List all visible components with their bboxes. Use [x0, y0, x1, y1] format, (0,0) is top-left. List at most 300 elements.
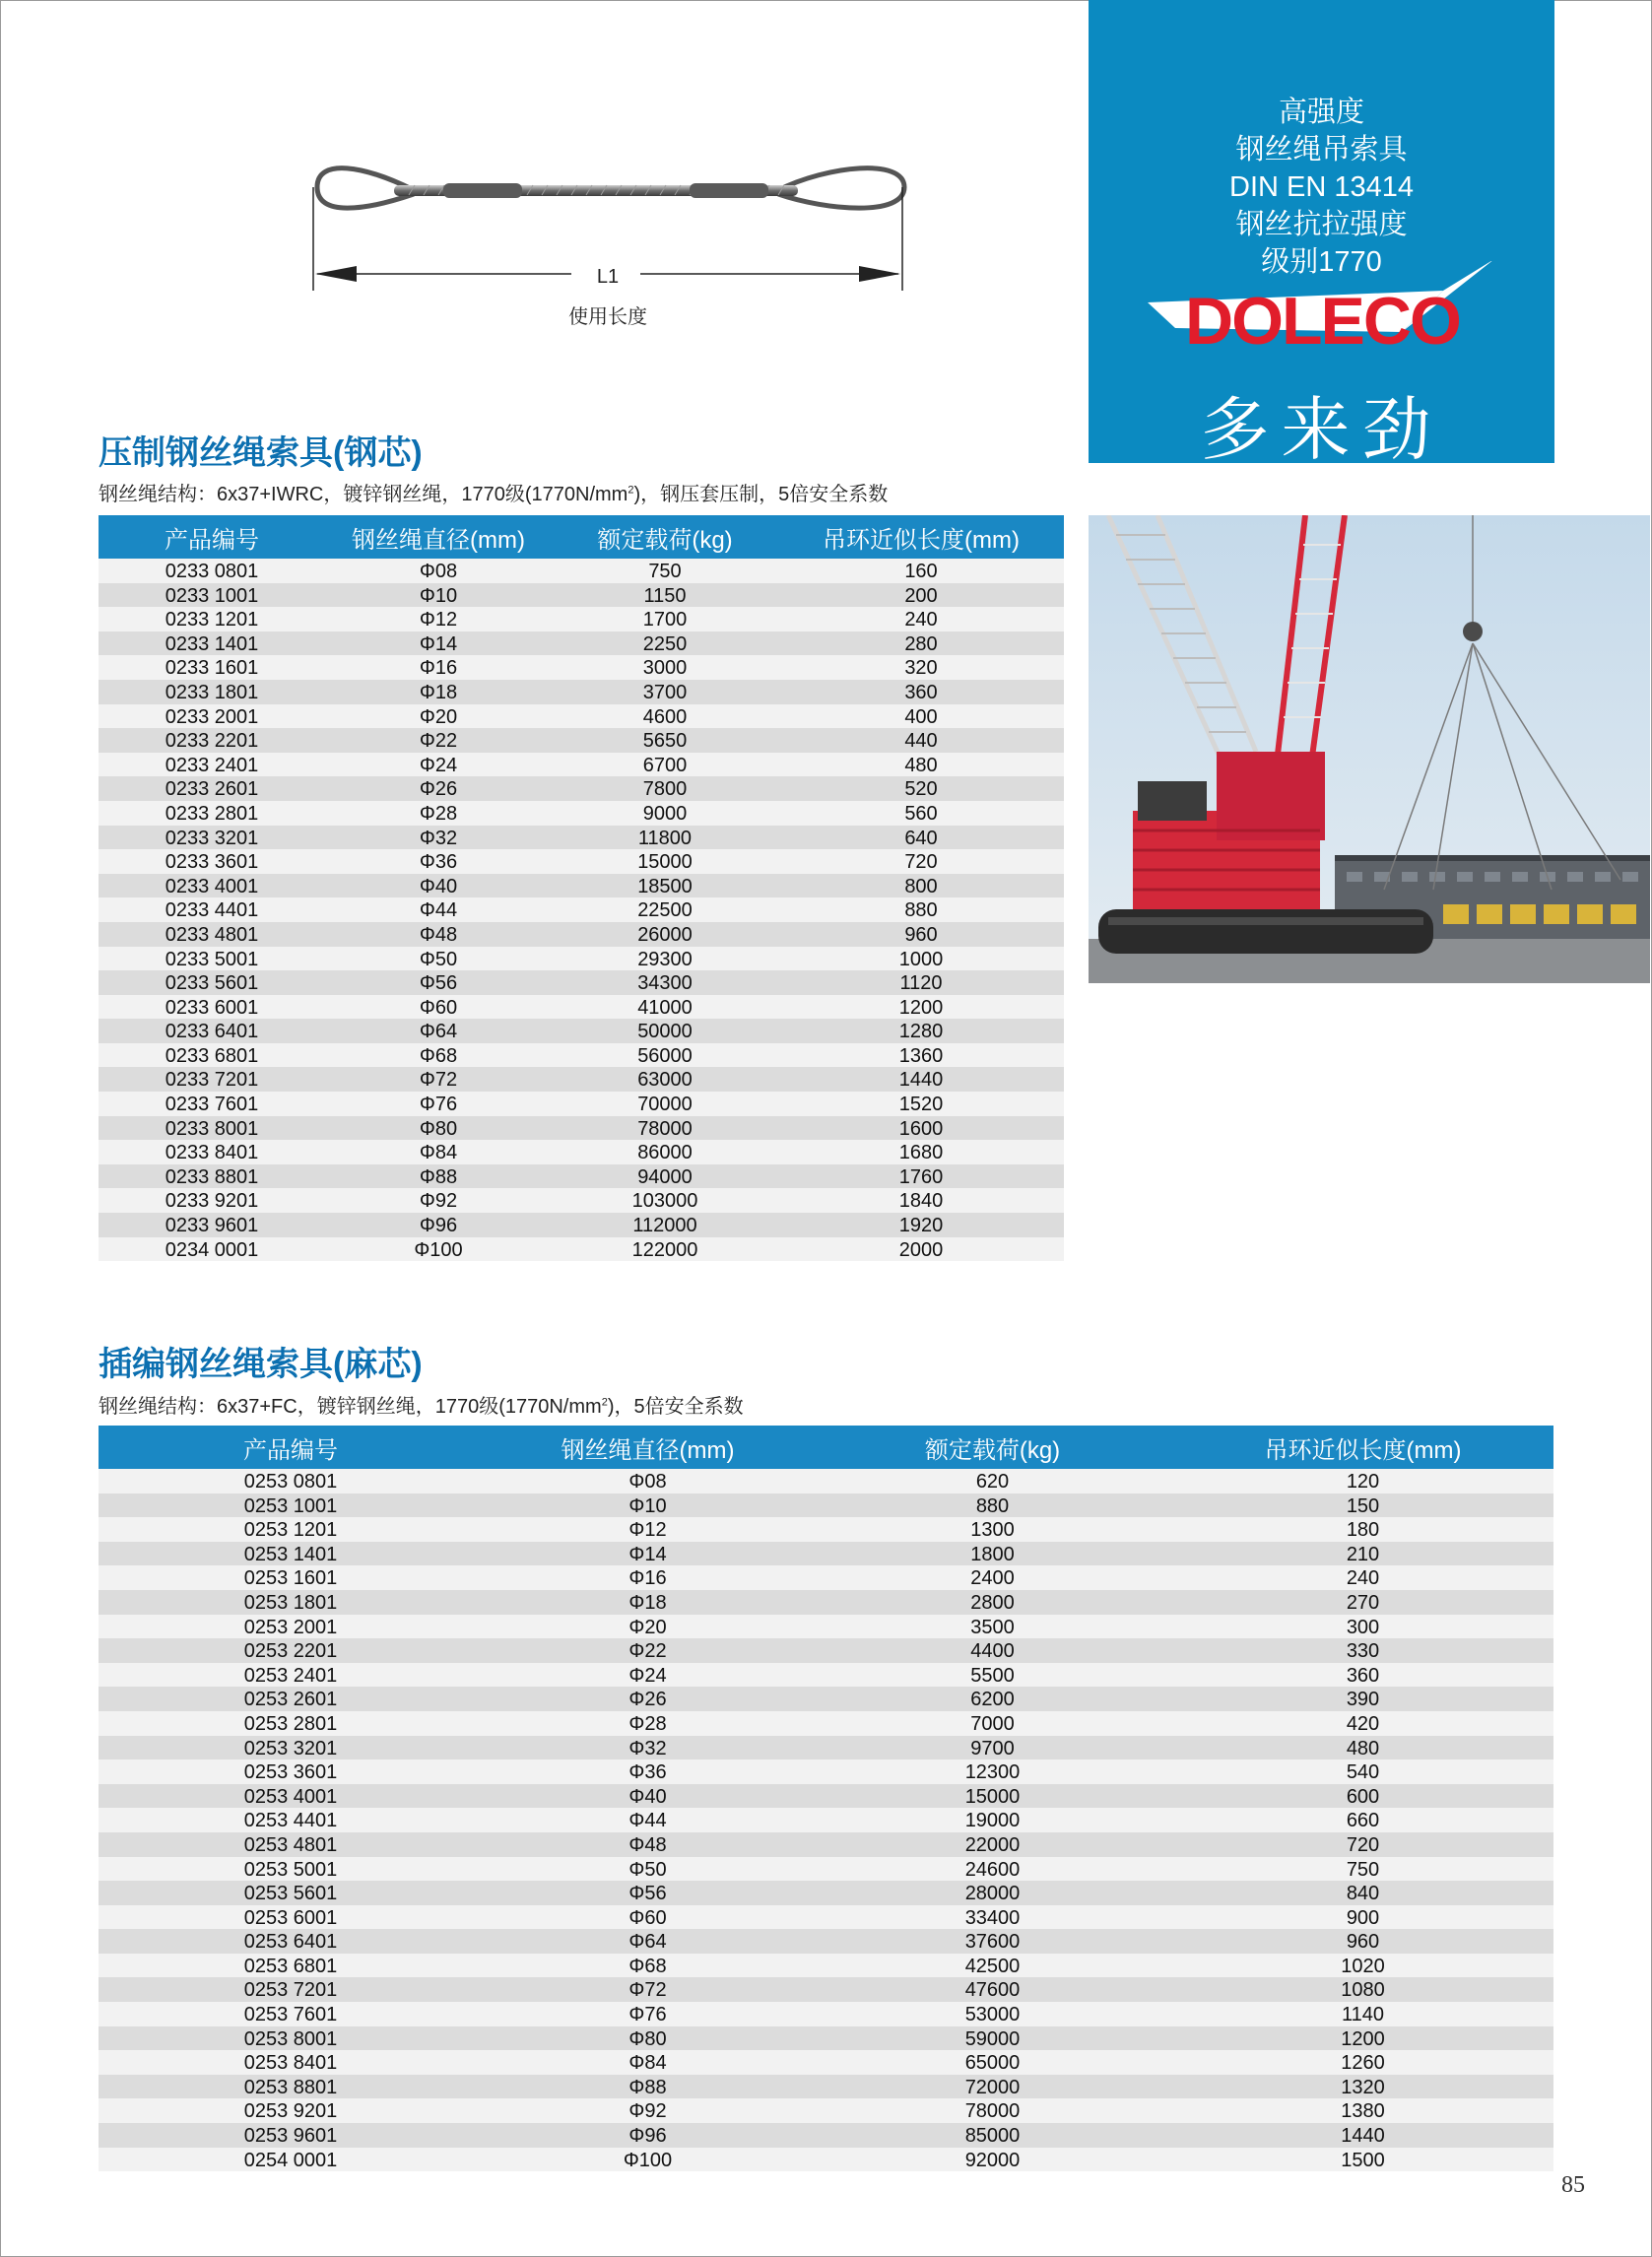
table-cell: 750 — [648, 561, 682, 582]
table-cell: 0233 2201 — [165, 730, 259, 753]
table-cell: 420 — [1346, 1712, 1380, 1735]
table-cell: 22500 — [637, 899, 693, 922]
table-cell: 210 — [1346, 1543, 1380, 1565]
table-cell: 0253 7201 — [243, 1979, 338, 2002]
table-cell: 53000 — [964, 2004, 1021, 2026]
table-cell: Φ28 — [419, 802, 458, 825]
table-cell: Φ76 — [628, 2004, 667, 2026]
column-header: 额定载荷(kg) — [597, 526, 733, 554]
table-cell: 320 — [904, 657, 938, 680]
table-row — [99, 826, 1064, 850]
table-cell: 360 — [904, 681, 938, 703]
table-row — [99, 1711, 1553, 1736]
table-row — [99, 801, 1064, 826]
table-cell: 41000 — [637, 996, 693, 1019]
table-cell: 65000 — [964, 2052, 1021, 2075]
table-cell: 720 — [904, 851, 938, 874]
table-cell: 0233 9201 — [165, 1190, 259, 1213]
table-row — [99, 1759, 1553, 1784]
table-cell: Φ40 — [628, 1785, 667, 1808]
section2-title: 插编钢丝绳索具(麻芯) — [99, 1346, 423, 1383]
table-cell: Φ08 — [628, 1471, 667, 1493]
table-row — [99, 1164, 1064, 1189]
table-cell: 2250 — [642, 632, 688, 655]
table-row — [99, 947, 1064, 971]
table-cell: 78000 — [964, 2100, 1021, 2123]
table-cell: 0233 1401 — [165, 632, 259, 655]
table-cell: Φ92 — [628, 2100, 667, 2123]
table-cell: 42500 — [964, 1955, 1021, 1977]
table-row — [99, 655, 1064, 680]
table-cell: Φ36 — [419, 851, 458, 874]
table-cell: 4400 — [970, 1640, 1015, 1663]
table-row — [99, 849, 1064, 874]
table-cell: 0233 1201 — [165, 609, 259, 631]
table-cell: Φ14 — [419, 632, 458, 655]
table-cell: Φ80 — [419, 1117, 458, 1140]
table-cell: Φ60 — [419, 996, 458, 1019]
table-cell: 1320 — [1341, 2076, 1385, 2098]
table-cell: Φ44 — [628, 1810, 667, 1832]
table-cell: 1440 — [898, 1069, 944, 1092]
table-cell: 960 — [904, 923, 938, 946]
table-cell: Φ60 — [628, 1906, 667, 1929]
table-cell: 47600 — [964, 1979, 1021, 2002]
table-cell: 0253 3601 — [243, 1761, 338, 1784]
table-cell: 0253 2001 — [243, 1616, 338, 1638]
table-cell: 0253 8801 — [243, 2076, 338, 2098]
table-cell: 0253 2201 — [243, 1640, 338, 1663]
table-cell: 122000 — [631, 1238, 698, 1261]
column-header: 吊环近似长度(mm) — [1264, 1436, 1462, 1464]
table-cell: 120 — [1346, 1471, 1380, 1493]
table-cell: 0233 8001 — [165, 1117, 259, 1140]
table-cell: 1200 — [1341, 2027, 1385, 2050]
spec-superscript: 2 — [601, 1396, 608, 1409]
table-row — [99, 1832, 1553, 1857]
table-cell: Φ96 — [419, 1215, 458, 1237]
brand-chinese-name: 多来劲 — [1200, 391, 1443, 468]
table-cell: 0253 8001 — [243, 2027, 338, 2050]
table-cell: 0233 2001 — [165, 705, 259, 728]
table-cell: 3500 — [970, 1616, 1015, 1638]
table-cell: Φ26 — [628, 1689, 667, 1711]
table-cell: Φ10 — [628, 1494, 667, 1517]
table-cell: 1000 — [898, 948, 944, 970]
table-cell: 0253 5601 — [243, 1883, 338, 1905]
table-cell: 34300 — [637, 972, 693, 995]
table-cell: 0253 3201 — [243, 1737, 338, 1759]
table-row — [99, 1237, 1064, 1262]
table-cell: Φ96 — [628, 2125, 667, 2148]
table-header — [99, 1426, 1553, 1469]
table-cell: 0253 6001 — [243, 1906, 338, 1929]
table-cell: 1500 — [1341, 2149, 1385, 2171]
table-cell: 200 — [904, 584, 938, 607]
table-cell: 6200 — [970, 1689, 1015, 1711]
table-cell: 1300 — [970, 1519, 1015, 1542]
table-row — [99, 1494, 1553, 1518]
table-cell: 12300 — [964, 1761, 1021, 1784]
table-cell: 4600 — [642, 705, 688, 728]
brand-box — [1089, 0, 1554, 468]
column-header: 产品编号 — [165, 526, 259, 554]
brand-line: 钢丝绳吊索具 — [1235, 134, 1408, 166]
table-cell: Φ50 — [419, 948, 458, 970]
table-cell: Φ32 — [419, 827, 458, 849]
table-row — [99, 1881, 1553, 1905]
table-cell: Φ32 — [628, 1737, 667, 1759]
table-row — [99, 1067, 1064, 1092]
column-header: 吊环近似长度(mm) — [823, 526, 1020, 554]
table-cell: 400 — [904, 705, 938, 728]
table-cell: 540 — [1346, 1761, 1380, 1784]
table-cell: 0253 9601 — [243, 2125, 338, 2148]
table-cell: 0233 1601 — [165, 657, 259, 680]
table-cell: 0233 9601 — [165, 1215, 259, 1237]
table-cell: 0253 6801 — [243, 1955, 338, 1977]
table-cell: 1260 — [1341, 2052, 1385, 2075]
table-cell: 0253 2801 — [243, 1712, 338, 1735]
table-cell: 560 — [904, 802, 938, 825]
table-cell: Φ20 — [628, 1616, 667, 1638]
table-row — [99, 1116, 1064, 1141]
table-cell: 520 — [904, 778, 938, 801]
table-cell: 0253 1001 — [243, 1494, 338, 1517]
brand-line: 高强度 — [1278, 97, 1364, 128]
table-cell: 0234 0001 — [165, 1238, 259, 1261]
table-cell: 0253 1401 — [243, 1543, 338, 1565]
table-cell: Φ72 — [419, 1069, 458, 1092]
table-cell: 2000 — [898, 1238, 944, 1261]
table-row — [99, 1213, 1064, 1237]
crane-photo-icon — [1089, 515, 1650, 983]
table-cell: 11800 — [637, 827, 693, 849]
table-cell: 2800 — [970, 1591, 1015, 1614]
table-cell: 9700 — [970, 1737, 1015, 1759]
table-cell: 0233 6001 — [165, 996, 259, 1019]
table-cell: Φ36 — [628, 1761, 667, 1784]
table-row — [99, 1954, 1553, 1978]
table-cell: 0253 4401 — [243, 1810, 338, 1832]
table-cell: 0233 7601 — [165, 1094, 259, 1116]
table-cell: Φ16 — [628, 1567, 667, 1590]
table-row — [99, 2123, 1553, 2148]
table-cell: 160 — [904, 561, 938, 582]
table-cell: 0233 1001 — [165, 584, 259, 607]
table-cell: Φ50 — [628, 1858, 667, 1881]
table-row — [99, 1929, 1553, 1954]
table-cell: Φ14 — [628, 1543, 667, 1565]
table-row — [99, 897, 1064, 922]
table-cell: 1360 — [898, 1044, 944, 1067]
table-cell: Φ18 — [628, 1591, 667, 1614]
spec-text: )，5倍安全系数 — [607, 1396, 744, 1418]
table-cell: Φ88 — [628, 2076, 667, 2098]
table-cell: 15000 — [964, 1785, 1021, 1808]
table-cell: 3700 — [642, 681, 688, 703]
spec-text: 钢丝绳结构：6x37+IWRC，镀锌钢丝绳，1770级(1770N/mm — [99, 484, 628, 505]
table-cell: 640 — [904, 827, 938, 849]
table-cell: 600 — [1346, 1785, 1380, 1808]
table-cell: Φ24 — [419, 754, 458, 776]
table-cell: 0254 0001 — [243, 2149, 338, 2171]
table-cell: 63000 — [637, 1069, 693, 1092]
table-cell: 85000 — [964, 2125, 1021, 2148]
table-cell: Φ48 — [628, 1833, 667, 1856]
brand-line: 级别1770 — [1261, 246, 1382, 278]
table-cell: 18500 — [637, 875, 693, 897]
table-cell: 0253 4001 — [243, 1785, 338, 1808]
table-cell: Φ64 — [628, 1931, 667, 1954]
table-cell: 330 — [1346, 1640, 1380, 1663]
table-cell: 440 — [904, 730, 938, 753]
table-row — [99, 1590, 1553, 1615]
table-row — [99, 2148, 1553, 2172]
table-cell: 240 — [904, 609, 938, 631]
table-cell: Φ44 — [419, 899, 458, 922]
table-cell: 5650 — [642, 730, 688, 753]
pressed-sling-table — [99, 515, 1064, 1261]
table-cell: 0233 2401 — [165, 754, 259, 776]
table-cell: 0233 7201 — [165, 1069, 259, 1092]
table-cell: 9000 — [642, 802, 688, 825]
table-row — [99, 631, 1064, 656]
table-row — [99, 1977, 1553, 2002]
table-row — [99, 583, 1064, 608]
table-cell: 1200 — [898, 996, 944, 1019]
table-cell: Φ08 — [419, 561, 458, 582]
table-row — [99, 1565, 1553, 1590]
table-cell: 1150 — [643, 584, 687, 607]
table-cell: 0233 6801 — [165, 1044, 259, 1067]
table-cell: 1800 — [970, 1543, 1015, 1565]
table-cell: Φ92 — [419, 1190, 458, 1213]
table-cell: 750 — [1346, 1858, 1380, 1881]
table-cell: 70000 — [637, 1094, 693, 1116]
table-body — [99, 559, 1064, 1261]
table-cell: 800 — [904, 875, 938, 897]
table-row — [99, 1469, 1553, 1494]
table-cell: 24600 — [964, 1858, 1021, 1881]
table-cell: 1600 — [898, 1117, 944, 1140]
table-cell: 1680 — [898, 1142, 944, 1164]
table-cell: 1440 — [1341, 2125, 1385, 2148]
table-row — [99, 970, 1064, 995]
table-cell: 1380 — [1341, 2100, 1385, 2123]
section1-title: 压制钢丝绳索具(钢芯) — [99, 434, 423, 472]
table-cell: 840 — [1346, 1883, 1380, 1905]
table-cell: 0253 5001 — [243, 1858, 338, 1881]
table-cell: 1760 — [898, 1165, 944, 1188]
table-cell: 0253 8401 — [243, 2052, 338, 2075]
table-cell: Φ100 — [623, 2149, 673, 2171]
table-row — [99, 2026, 1553, 2051]
table-cell: Φ64 — [419, 1021, 458, 1043]
section1-spec — [99, 478, 888, 506]
table-cell: 22000 — [964, 1833, 1021, 1856]
dimension-caption: 使用长度 — [568, 306, 647, 328]
table-cell: 78000 — [637, 1117, 693, 1140]
table-cell: 0253 6401 — [243, 1931, 338, 1954]
column-header: 钢丝绳直径(mm) — [352, 526, 525, 554]
brand-line: 钢丝抗拉强度 — [1235, 209, 1408, 240]
table-cell: 0253 4801 — [243, 1833, 338, 1856]
table-cell: Φ84 — [419, 1142, 458, 1164]
table-row — [99, 728, 1064, 753]
table-body — [99, 1469, 1553, 2171]
table-row — [99, 2098, 1553, 2123]
table-row — [99, 753, 1064, 777]
table-cell: Φ88 — [419, 1165, 458, 1188]
table-header — [99, 515, 1064, 559]
table-cell: Φ18 — [419, 681, 458, 703]
table-cell: 0233 4001 — [165, 875, 259, 897]
table-cell: Φ40 — [419, 875, 458, 897]
table-cell: 390 — [1346, 1689, 1380, 1711]
table-cell: 0233 0801 — [165, 561, 259, 582]
table-row — [99, 1784, 1553, 1809]
column-header: 额定载荷(kg) — [924, 1436, 1061, 1464]
table-cell: Φ68 — [628, 1955, 667, 1977]
section2-spec — [99, 1390, 744, 1419]
table-cell: Φ100 — [414, 1238, 463, 1261]
table-cell: Φ20 — [419, 705, 458, 728]
table-cell: 26000 — [637, 923, 693, 946]
table-cell: 880 — [904, 899, 938, 922]
table-row — [99, 607, 1064, 631]
table-cell: 660 — [1346, 1810, 1380, 1832]
page-number: 85 — [1561, 2172, 1585, 2198]
table-cell: Φ10 — [419, 584, 458, 607]
table-row — [99, 1663, 1553, 1688]
crane-photo — [1089, 515, 1650, 983]
table-cell: 0233 5001 — [165, 948, 259, 970]
brand-line: DIN EN 13414 — [1229, 171, 1414, 203]
table-cell: 0233 3201 — [165, 827, 259, 849]
table-cell: 0233 4801 — [165, 923, 259, 946]
table-cell: 180 — [1346, 1519, 1380, 1542]
table-cell: 0253 1601 — [243, 1567, 338, 1590]
table-cell: 112000 — [632, 1215, 697, 1237]
logo-text: DOLECO — [1185, 284, 1460, 359]
table-cell: Φ72 — [628, 1979, 667, 2002]
table-cell: 880 — [975, 1494, 1010, 1517]
table-row — [99, 1140, 1064, 1164]
table-cell: 0233 3601 — [165, 851, 259, 874]
table-cell: 0253 0801 — [243, 1471, 338, 1493]
dimension-label: L1 — [596, 266, 620, 288]
table-cell: Φ76 — [419, 1094, 458, 1116]
spliced-sling-table — [99, 1426, 1553, 2171]
table-cell: 300 — [1346, 1616, 1380, 1638]
table-cell: Φ12 — [628, 1519, 667, 1542]
table-cell: 0253 1201 — [243, 1519, 338, 1542]
table-cell: 92000 — [964, 2149, 1021, 2171]
table-row — [99, 1615, 1553, 1639]
table-row — [99, 559, 1064, 583]
table-cell: 19000 — [964, 1810, 1021, 1832]
table-cell: 1140 — [1341, 2004, 1384, 2026]
table-cell: 0253 2401 — [243, 1664, 338, 1687]
table-cell: 480 — [1346, 1737, 1380, 1759]
table-row — [99, 1019, 1064, 1043]
table-cell: 0253 7601 — [243, 2004, 338, 2026]
table-cell: Φ68 — [419, 1044, 458, 1067]
table-cell: 86000 — [637, 1142, 693, 1164]
table-cell: 29300 — [637, 948, 693, 970]
table-row — [99, 1043, 1064, 1068]
table-row — [99, 680, 1064, 704]
spec-superscript: 2 — [628, 484, 634, 497]
table-row — [99, 1687, 1553, 1711]
table-cell: 360 — [1346, 1664, 1380, 1687]
table-cell: 1020 — [1341, 1955, 1385, 1977]
table-cell: 56000 — [637, 1044, 693, 1067]
table-row — [99, 704, 1064, 729]
table-cell: 7000 — [970, 1712, 1015, 1735]
table-cell: Φ12 — [419, 609, 458, 631]
table-cell: 0253 9201 — [243, 2100, 338, 2123]
table-row — [99, 1517, 1553, 1542]
table-cell: Φ28 — [628, 1712, 667, 1735]
table-cell: 0233 6401 — [165, 1021, 259, 1043]
table-cell: 1120 — [899, 972, 943, 995]
spec-text: )，钢压套压制，5倍安全系数 — [633, 484, 889, 505]
table-cell: 50000 — [637, 1021, 693, 1043]
table-cell: 72000 — [964, 2076, 1021, 2098]
table-row — [99, 1092, 1064, 1116]
table-cell: 7800 — [642, 778, 688, 801]
table-cell: Φ22 — [419, 730, 458, 753]
column-header: 钢丝绳直径(mm) — [561, 1436, 735, 1464]
table-cell: 0233 2801 — [165, 802, 259, 825]
table-row — [99, 1857, 1553, 1882]
table-row — [99, 1905, 1553, 1930]
table-cell: 240 — [1346, 1567, 1380, 1590]
table-cell: 28000 — [964, 1883, 1021, 1905]
table-cell: 720 — [1346, 1833, 1380, 1856]
table-cell: Φ26 — [419, 778, 458, 801]
table-cell: Φ56 — [628, 1883, 667, 1905]
table-cell: Φ48 — [419, 923, 458, 946]
table-cell: 33400 — [964, 1906, 1021, 1929]
spec-text: 钢丝绳结构：6x37+FC，镀锌钢丝绳，1770级(1770N/mm — [99, 1396, 602, 1418]
table-row — [99, 2050, 1553, 2075]
table-cell: 270 — [1346, 1591, 1380, 1614]
table-cell: 15000 — [637, 851, 693, 874]
table-cell: 37600 — [964, 1931, 1021, 1954]
table-cell: 0233 8801 — [165, 1165, 259, 1188]
table-row — [99, 1188, 1064, 1213]
doleco-logo — [1148, 261, 1502, 360]
table-cell: 0233 8401 — [165, 1142, 259, 1164]
table-cell: Φ56 — [419, 972, 458, 995]
table-cell: 280 — [904, 632, 938, 655]
table-row — [99, 995, 1064, 1020]
table-cell: 94000 — [637, 1165, 693, 1188]
table-cell: 5500 — [970, 1664, 1015, 1687]
table-row — [99, 2002, 1553, 2026]
table-row — [99, 1638, 1553, 1663]
table-cell: 59000 — [964, 2027, 1021, 2050]
column-header: 产品编号 — [243, 1436, 338, 1464]
table-cell: 3000 — [642, 657, 688, 680]
brand-tagline — [1089, 94, 1554, 281]
table-row — [99, 1542, 1553, 1566]
table-cell: Φ24 — [628, 1664, 667, 1687]
table-cell: 1280 — [898, 1021, 944, 1043]
